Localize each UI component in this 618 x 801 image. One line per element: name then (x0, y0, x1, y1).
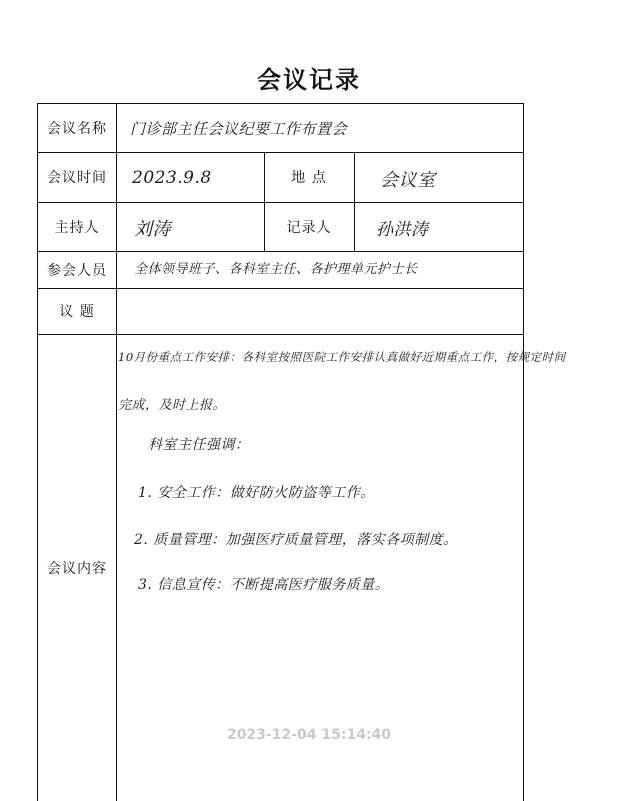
content-line: 10月份重点工作安排：各科室按照医院工作安排认真做好近期重点工作，按规定时间 (118, 350, 566, 364)
content-line: 完成，及时上报。 (118, 398, 227, 413)
meeting-time-value: 2023.9.8 (132, 168, 212, 188)
recorder-label: 记录人 (286, 219, 332, 236)
content-line: 1. 安全工作：做好防火防盗等工作。 (138, 485, 375, 501)
meeting-time-label: 会议时间 (47, 170, 107, 186)
label-column-divider (116, 104, 117, 801)
photo-timestamp: 2023-12-04 15:14:40 (226, 727, 392, 743)
recorder-value: 孙洪涛 (376, 220, 429, 240)
topic-label: 议 题 (59, 304, 95, 320)
location-value: 会议室 (380, 170, 436, 191)
attendees-label: 参会人员 (47, 262, 107, 279)
attendees-value: 全体领导班子、各科室主任、各护理单元护士长 (134, 262, 418, 277)
document-title: 会议记录 (257, 66, 361, 94)
content-line: 2. 质量管理：加强医疗质量管理，落实各项制度。 (134, 532, 458, 548)
content-label: 会议内容 (47, 560, 107, 577)
meeting-name-label: 会议名称 (47, 121, 107, 137)
content-line: 3. 信息宣传：不断提高医疗服务质量。 (138, 577, 390, 593)
content-line: 科室主任强调： (148, 437, 250, 453)
host-value: 刘涛 (134, 219, 171, 240)
host-label: 主持人 (54, 219, 100, 236)
location-label: 地 点 (291, 170, 327, 186)
meeting-name-value: 门诊部主任会议纪要工作布置会 (130, 120, 348, 138)
meeting-record-form (37, 103, 566, 801)
column-divider (354, 152, 355, 251)
